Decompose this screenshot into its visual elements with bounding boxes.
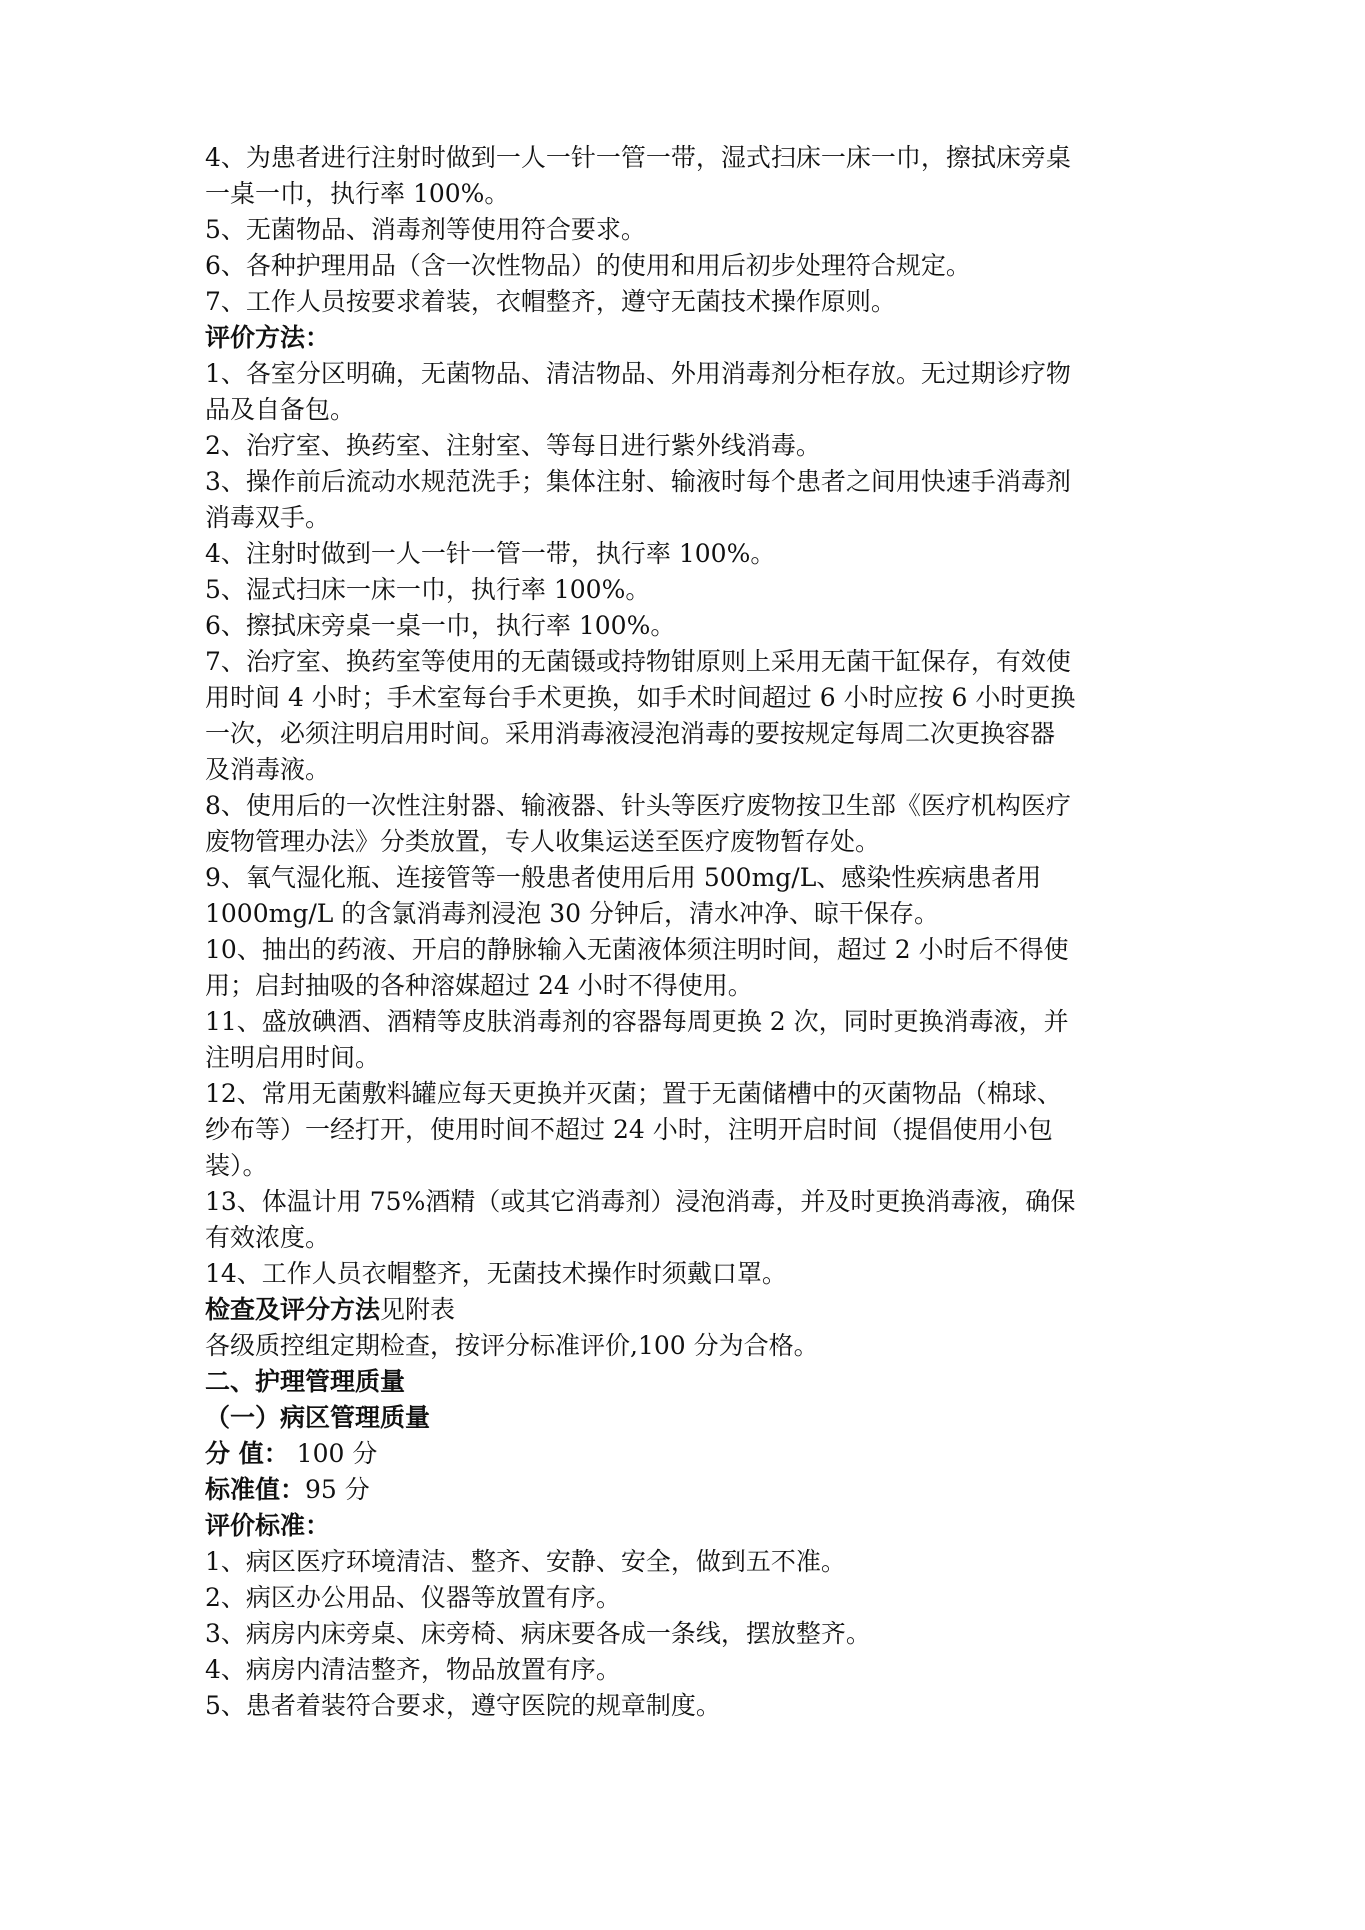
bold-label: 标准值： xyxy=(205,1475,306,1504)
section-heading: 评价标准： xyxy=(205,1511,331,1540)
text-line: 5、无菌物品、消毒剂等使用符合要求。 xyxy=(205,215,646,244)
text-line: 品及自备包。 xyxy=(205,395,356,424)
text-span: 95 分 xyxy=(305,1475,370,1504)
section-heading: （一）病区管理质量 xyxy=(205,1403,431,1432)
text-line: 废物管理办法》分类放置，专人收集运送至医疗废物暂存处。 xyxy=(205,827,881,856)
text-line: 4、为患者进行注射时做到一人一针一管一带，湿式扫床一床一巾，擦拭床旁桌 xyxy=(205,143,1071,172)
text-line: 8、使用后的一次性注射器、输液器、针头等医疗废物按卫生部《医疗机构医疗 xyxy=(205,791,1071,820)
text-line: 6、擦拭床旁桌一桌一巾，执行率 100%。 xyxy=(205,611,676,640)
text-line: 14、工作人员衣帽整齐，无菌技术操作时须戴口罩。 xyxy=(205,1259,787,1288)
text-span: 100 分 xyxy=(288,1439,378,1468)
text-line: 4、病房内清洁整齐，物品放置有序。 xyxy=(205,1655,621,1684)
bold-label: 检查及评分方法 xyxy=(205,1295,381,1324)
text-line: 2、治疗室、换药室、注射室、等每日进行紫外线消毒。 xyxy=(205,431,821,460)
text-line: 5、患者着装符合要求，遵守医院的规章制度。 xyxy=(205,1691,721,1720)
text-line: 1、各室分区明确，无菌物品、清洁物品、外用消毒剂分柜存放。无过期诊疗物 xyxy=(205,359,1071,388)
text-line: 7、治疗室、换药室等使用的无菌镊或持物钳原则上采用无菌干缸保存，有效使 xyxy=(205,647,1071,676)
text-line: 1、病区医疗环境清洁、整齐、安静、安全，做到五不准。 xyxy=(205,1547,846,1576)
text-line: 一桌一巾，执行率 100%。 xyxy=(205,179,510,208)
text-line: 各级质控组定期检查，按评分标准评价,100 分为合格。 xyxy=(205,1331,819,1360)
text-line: 11、盛放碘酒、酒精等皮肤消毒剂的容器每周更换 2 次，同时更换消毒液，并 xyxy=(205,1007,1069,1036)
text-line: 4、注射时做到一人一针一管一带，执行率 100%。 xyxy=(205,539,776,568)
text-line: 5、湿式扫床一床一巾，执行率 100%。 xyxy=(205,575,651,604)
text-line: 注明启用时间。 xyxy=(205,1043,381,1072)
text-line: 6、各种护理用品（含一次性物品）的使用和用后初步处理符合规定。 xyxy=(205,251,971,280)
text-line: 有效浓度。 xyxy=(205,1223,331,1252)
text-line xyxy=(205,1436,1175,1472)
text-line: 3、操作前后流动水规范洗手；集体注射、输液时每个患者之间用快速手消毒剂 xyxy=(205,467,1071,496)
text-line: 7、工作人员按要求着装，衣帽整齐，遵守无菌技术操作原则。 xyxy=(205,287,896,316)
text-line xyxy=(205,1472,1175,1508)
text-line: 纱布等）一经打开，使用时间不超过 24 小时，注明开启时间（提倡使用小包 xyxy=(205,1115,1053,1144)
section-heading: 二、护理管理质量 xyxy=(205,1367,406,1396)
text-line: 10、抽出的药液、开启的静脉输入无菌液体须注明时间，超过 2 小时后不得使 xyxy=(205,935,1069,964)
text-line xyxy=(205,1292,1175,1328)
text-line: 13、体温计用 75%酒精（或其它消毒剂）浸泡消毒，并及时更换消毒液，确保 xyxy=(205,1187,1076,1216)
text-line: 一次，必须注明启用时间。采用消毒液浸泡消毒的要按规定每周二次更换容器 xyxy=(205,719,1056,748)
text-line: 9、氧气湿化瓶、连接管等一般患者使用后用 500mg/L、感染性疾病患者用 xyxy=(205,863,1042,892)
text-line: 用；启封抽吸的各种溶媒超过 24 小时不得使用。 xyxy=(205,971,753,1000)
bold-label: 分 值： xyxy=(205,1439,289,1468)
text-line: 3、病房内床旁桌、床旁椅、病床要各成一条线，摆放整齐。 xyxy=(205,1619,871,1648)
document-page xyxy=(205,140,1175,1724)
section-heading: 评价方法： xyxy=(205,323,331,352)
text-line: 12、常用无菌敷料罐应每天更换并灭菌；置于无菌储槽中的灭菌物品（棉球、 xyxy=(205,1079,1062,1108)
text-line: 装）。 xyxy=(205,1151,268,1180)
text-line: 消毒双手。 xyxy=(205,503,331,532)
text-line: 2、病区办公用品、仪器等放置有序。 xyxy=(205,1583,621,1612)
text-span: 见附表 xyxy=(380,1295,456,1324)
text-line: 及消毒液。 xyxy=(205,755,331,784)
text-line: 用时间 4 小时；手术室每台手术更换，如手术时间超过 6 小时应按 6 小时更换 xyxy=(205,683,1076,712)
text-line: 1000mg/L 的含氯消毒剂浸泡 30 分钟后，清水冲净、晾干保存。 xyxy=(205,899,940,928)
